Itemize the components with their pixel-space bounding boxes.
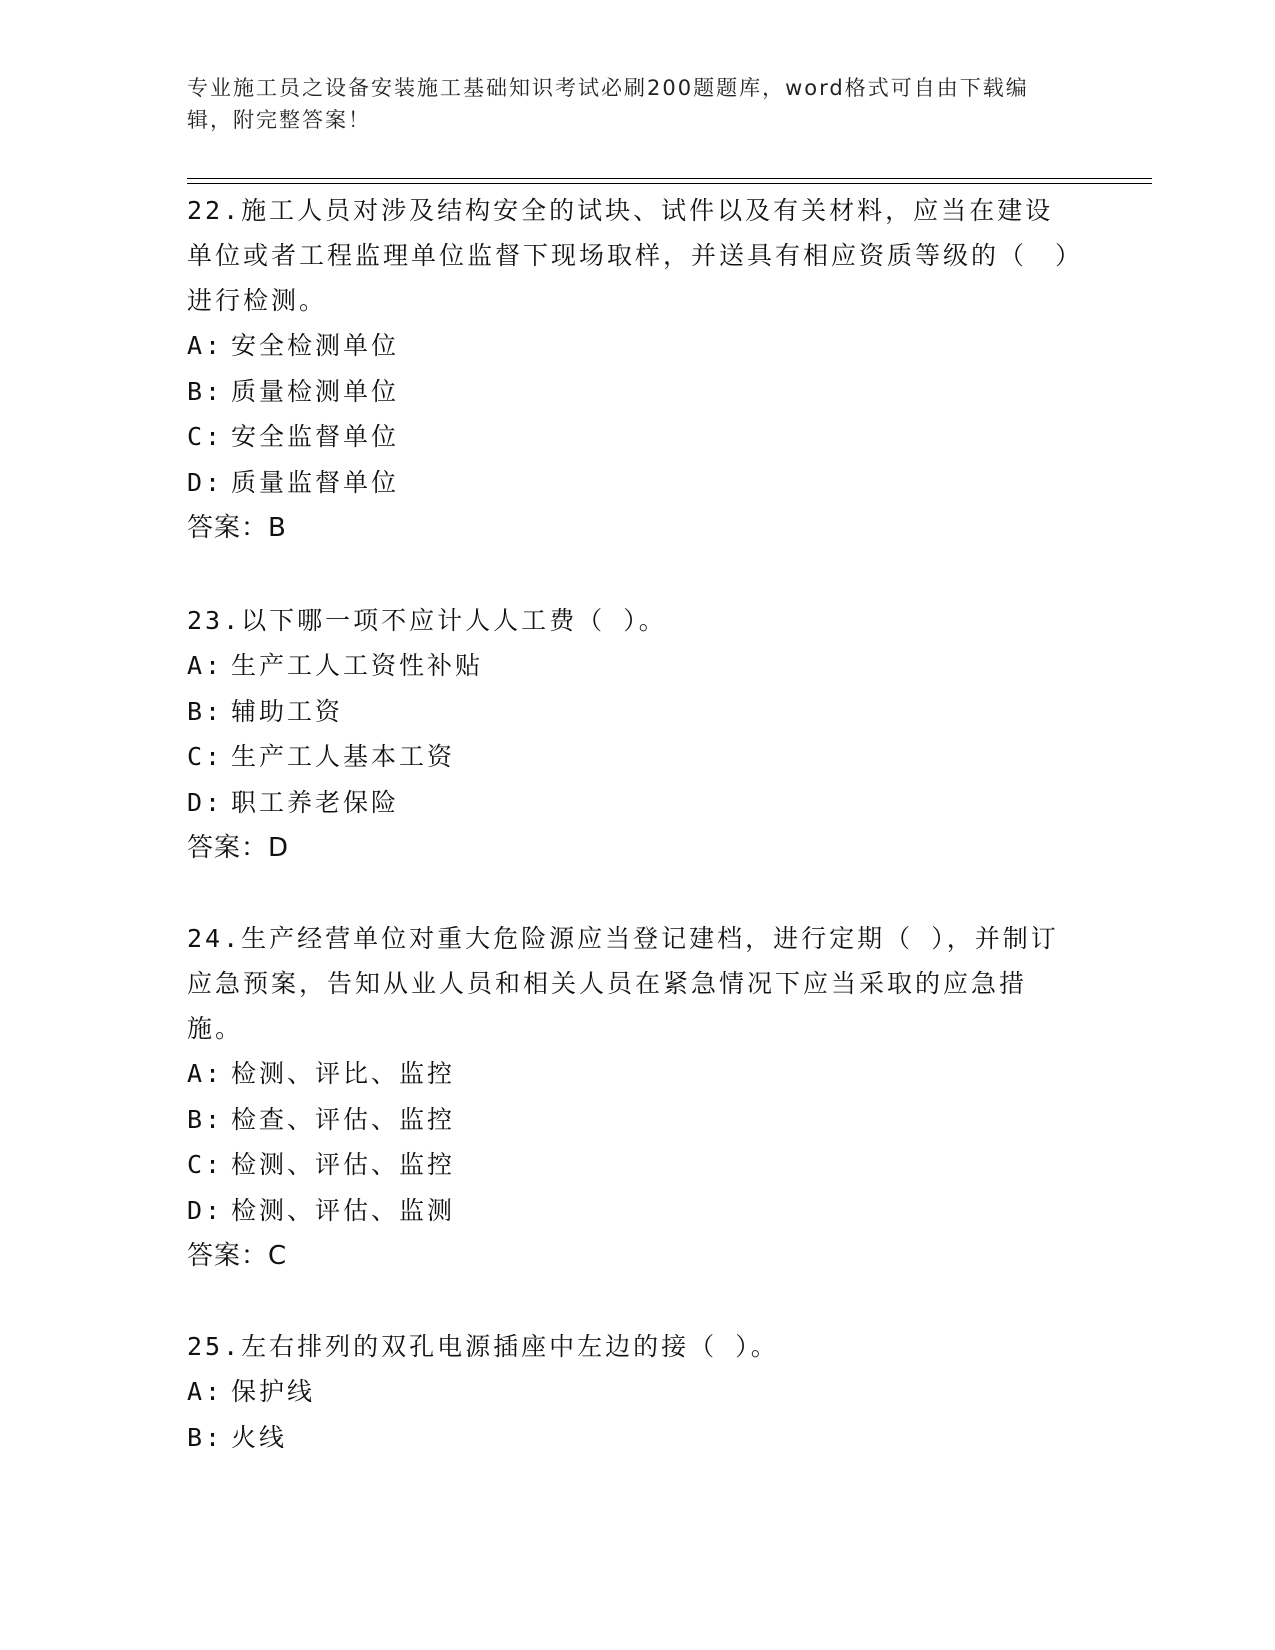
option-key: B:: [187, 376, 224, 406]
option-text: 辅助工资: [231, 696, 344, 726]
option-c: [187, 1142, 1077, 1188]
option-text: 检查、评估、监控: [231, 1104, 456, 1134]
question-stem: 23.以下哪一项不应计人人工费（ ）。: [187, 606, 667, 635]
option-key: C:: [187, 422, 224, 451]
header-divider-line: [187, 183, 1152, 184]
option-d: [187, 460, 1077, 506]
option-text: 生产工人工资性补贴: [231, 651, 484, 680]
option-key: D:: [187, 787, 224, 817]
answer-line: 答案：B: [187, 513, 287, 543]
option-key: D:: [187, 1195, 224, 1225]
option-a: [187, 323, 1077, 369]
option-a: [187, 643, 1077, 689]
option-text: 检测、评估、监测: [231, 1195, 456, 1225]
option-key: B:: [187, 696, 224, 726]
option-b: [187, 1415, 1077, 1461]
option-text: 质量检测单位: [231, 376, 400, 406]
option-c: [187, 734, 1077, 780]
option-text: 火线: [231, 1422, 288, 1452]
question-block: [187, 916, 1077, 1279]
answer-line: 答案：C: [187, 1241, 288, 1271]
document-header: 专业施工员之设备安装施工基础知识考试必刷200题题库，word格式可自由下载编辑，附完整答案！: [187, 76, 1029, 132]
option-b: [187, 689, 1077, 735]
option-key: D:: [187, 467, 224, 497]
option-text: 质量监督单位: [231, 467, 400, 497]
question-block: [187, 598, 1077, 871]
option-d: [187, 1188, 1077, 1234]
header-divider-line: [187, 178, 1152, 179]
option-key: A:: [187, 1377, 224, 1406]
option-text: 职工养老保险: [231, 787, 400, 817]
option-key: A:: [187, 1059, 224, 1088]
option-text: 生产工人基本工资: [231, 742, 456, 771]
option-d: [187, 780, 1077, 826]
question-block: [187, 1324, 1077, 1460]
option-text: 保护线: [231, 1377, 316, 1406]
option-key: A:: [187, 651, 224, 680]
option-text: 检测、评比、监控: [231, 1059, 456, 1088]
option-key: C:: [187, 1150, 224, 1179]
option-text: 安全检测单位: [231, 331, 400, 360]
question-block: [187, 188, 1077, 551]
option-a: [187, 1051, 1077, 1097]
question-stem: 25.左右排列的双孔电源插座中左边的接（ ）。: [187, 1332, 779, 1361]
option-key: C:: [187, 742, 224, 771]
option-b: [187, 1097, 1077, 1143]
option-key: B:: [187, 1104, 224, 1134]
option-b: [187, 369, 1077, 415]
option-text: 安全监督单位: [231, 422, 400, 451]
question-stem: 22.施工人员对涉及结构安全的试块、试件以及有关材料，应当在建设单位或者工程监理单位监督下现场取样，并送具有相应资质等级的（ ）进行检测。: [187, 196, 1071, 315]
answer-line: 答案：D: [187, 833, 290, 863]
option-c: [187, 414, 1077, 460]
question-stem: 24.生产经营单位对重大危险源应当登记建档，进行定期（ ），并制订应急预案，告知从业人员和相关人员在紧急情况下应当采取的应急措施。: [187, 924, 1059, 1043]
option-a: [187, 1369, 1077, 1415]
option-key: A:: [187, 331, 224, 360]
option-text: 检测、评估、监控: [231, 1150, 456, 1179]
option-key: B:: [187, 1422, 224, 1452]
